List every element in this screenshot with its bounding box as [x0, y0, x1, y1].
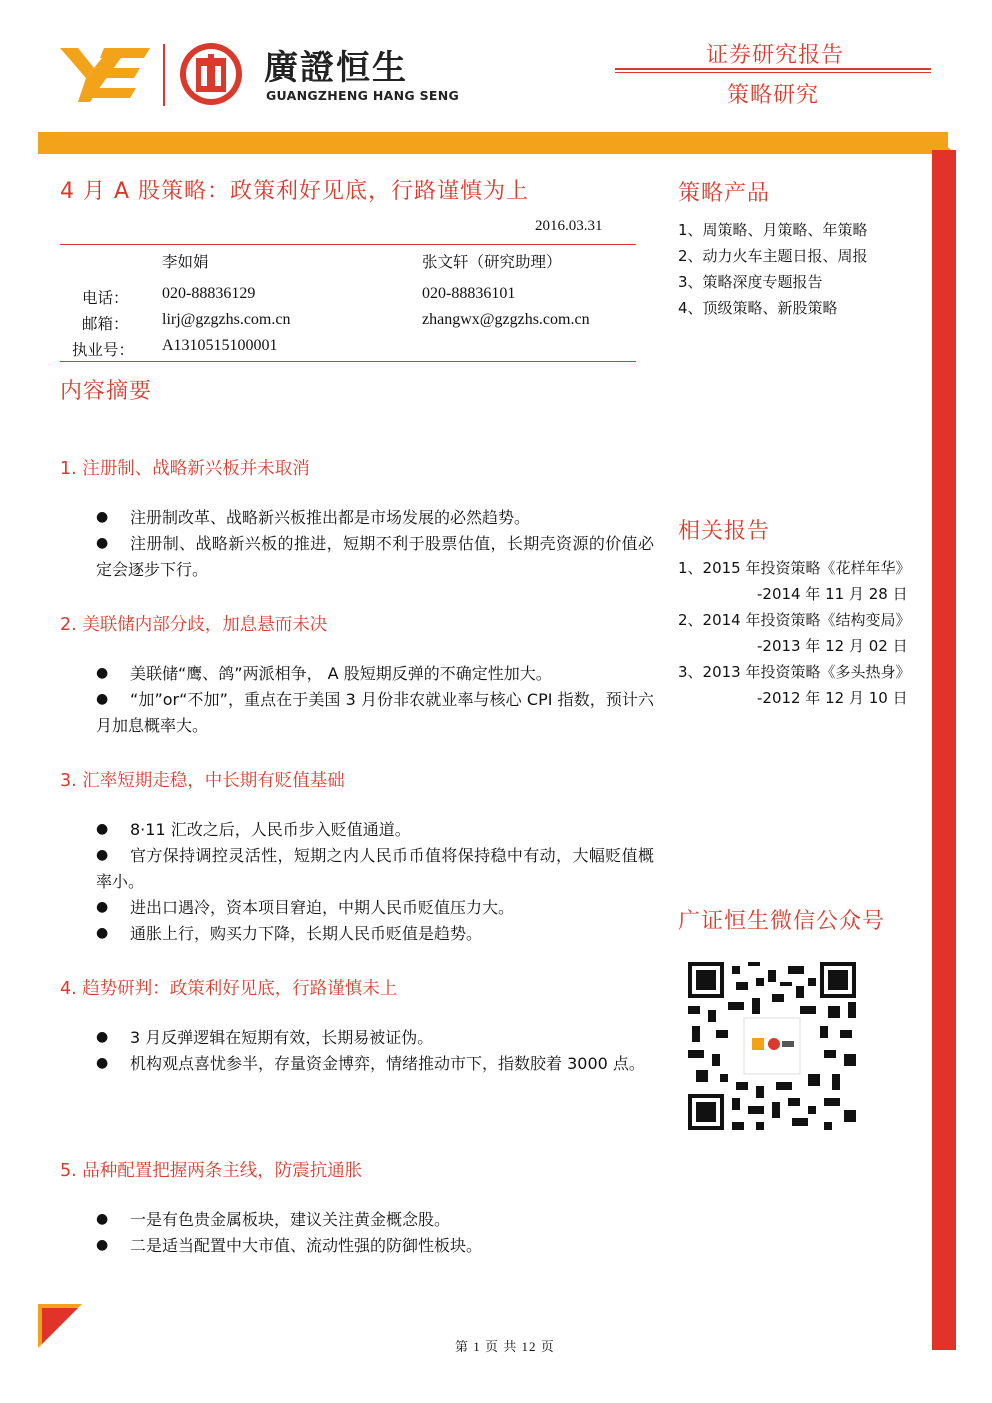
section-3-heading: 3. 汇率短期走稳，中长期有贬值基础: [60, 771, 345, 791]
author2-name: 张文轩（研究助理）: [422, 253, 562, 271]
related-report-date: -2012 年 12 月 10 日: [757, 689, 908, 707]
section-1-heading: 1. 注册制、战略新兴板并未取消: [60, 459, 310, 479]
product-item: 3、策略深度专题报告: [678, 273, 823, 291]
header-divider: [163, 44, 165, 106]
related-report-link[interactable]: 2、2014 年投资策略《结构变局》: [678, 611, 911, 629]
company-logo-icon: [60, 44, 150, 102]
author-rule-top: [60, 244, 636, 245]
author1-email[interactable]: lirj@gzgzhs.com.cn: [162, 311, 291, 328]
product-item: 1、周策略、月策略、年策略: [678, 221, 868, 239]
doc-category-label: 策略研究: [727, 83, 820, 108]
license-label: 执业号：: [72, 341, 135, 359]
author1-name: 李如娟: [162, 253, 209, 271]
bullet-icon: ●: [96, 1237, 109, 1253]
related-report-link[interactable]: 1、2015 年投资策略《花样年华》: [678, 559, 911, 577]
related-report-date: -2013 年 12 月 02 日: [757, 637, 908, 655]
section-4-heading: 4. 趋势研判：政策利好见底，行路谨慎未上: [60, 979, 398, 999]
wechat-title: 广证恒生微信公众号: [678, 909, 886, 934]
header-rule-thin: [615, 72, 931, 73]
bullet-icon: ●: [96, 821, 109, 837]
section-3-bullet-3: 进出口遇冷，资本项目窘迫，中期人民币贬值压力大。: [130, 898, 515, 917]
section-4-bullet-1: 3 月反弹逻辑在短期有效，长期易被证伪。: [130, 1028, 434, 1047]
bullet-icon: ●: [96, 535, 109, 551]
doc-type-label: 证券研究报告: [706, 43, 845, 68]
section-2-bullet-1: 美联储“鹰、鸽”两派相争， A 股短期反弹的不确定性加大。: [130, 664, 552, 683]
report-title: 4 月 A 股策略：政策利好见底，行路谨慎为上: [60, 179, 530, 204]
right-red-bar: [932, 150, 956, 1350]
footer-corner-red: [42, 1308, 78, 1344]
section-2-heading: 2. 美联储内部分歧，加息悬而未决: [60, 615, 328, 635]
company-name-cn: 廣證恒生: [264, 48, 408, 88]
section-5-heading: 5. 品种配置把握两条主线，防震抗通胀: [60, 1161, 363, 1181]
section-1-bullet-1: 注册制改革、战略新兴板推出都是市场发展的必然趋势。: [130, 508, 531, 527]
wechat-qr-code-icon: [688, 962, 856, 1130]
bullet-icon: ●: [96, 1029, 109, 1045]
top-orange-band: [38, 132, 948, 154]
bullet-icon: ●: [96, 665, 109, 681]
products-title: 策略产品: [678, 181, 771, 206]
page-number: 第 1 页 共 12 页: [455, 1339, 555, 1354]
summary-title: 内容摘要: [60, 379, 153, 404]
author1-phone: 020-88836129: [162, 285, 256, 302]
header-rule: [615, 68, 931, 70]
related-title: 相关报告: [678, 519, 771, 544]
phone-label: 电话：: [82, 289, 129, 307]
related-report-date: -2014 年 11 月 28 日: [757, 585, 908, 603]
section-4-bullet-2: 机构观点喜忧参半，存量资金博弈，情绪推动市下，指数胶着 3000 点。: [130, 1054, 645, 1073]
section-3-bullet-2: 官方保持调控灵活性，短期之内人民币币值将保持稳中有动，大幅贬值概率小。: [96, 846, 654, 891]
report-date: 2016.03.31: [535, 218, 603, 234]
related-report-link[interactable]: 3、2013 年投资策略《多头热身》: [678, 663, 911, 681]
bullet-icon: ●: [96, 1211, 109, 1227]
author-rule-bottom: [60, 361, 636, 362]
section-5-bullet-2: 二是适当配置中大市值、流动性强的防御性板块。: [130, 1236, 483, 1255]
company-name-en: GUANGZHENG HANG SENG: [266, 88, 460, 103]
bullet-icon: ●: [96, 899, 109, 915]
bullet-icon: ●: [96, 691, 109, 707]
product-item: 4、顶级策略、新股策略: [678, 299, 838, 317]
bullet-icon: ●: [96, 1055, 109, 1071]
email-label: 邮箱：: [82, 315, 129, 333]
section-3-bullet-4: 通胀上行，购买力下降，长期人民币贬值是趋势。: [130, 924, 483, 943]
section-2-bullet-2: “加”or“不加”，重点在于美国 3 月份非农就业率与核心 CPI 指数，预计六月加息概率大。: [96, 690, 654, 735]
product-item: 2、动力火车主题日报、周报: [678, 247, 868, 265]
bullet-icon: ●: [96, 509, 109, 525]
bullet-icon: ●: [96, 847, 109, 863]
bullet-icon: ●: [96, 925, 109, 941]
section-5-bullet-1: 一是有色贵金属板块，建议关注黄金概念股。: [130, 1210, 451, 1229]
author2-phone: 020-88836101: [422, 285, 516, 302]
author1-license: A1310515100001: [162, 337, 278, 354]
author2-email[interactable]: zhangwx@gzgzhs.com.cn: [422, 311, 590, 328]
section-1-bullet-2: 注册制、战略新兴板的推进，短期不利于股票估值，长期壳资源的价值必定会逐步下行。: [96, 534, 654, 579]
company-seal-icon: [179, 42, 243, 106]
section-3-bullet-1: 8·11 汇改之后，人民币步入贬值通道。: [130, 820, 411, 839]
